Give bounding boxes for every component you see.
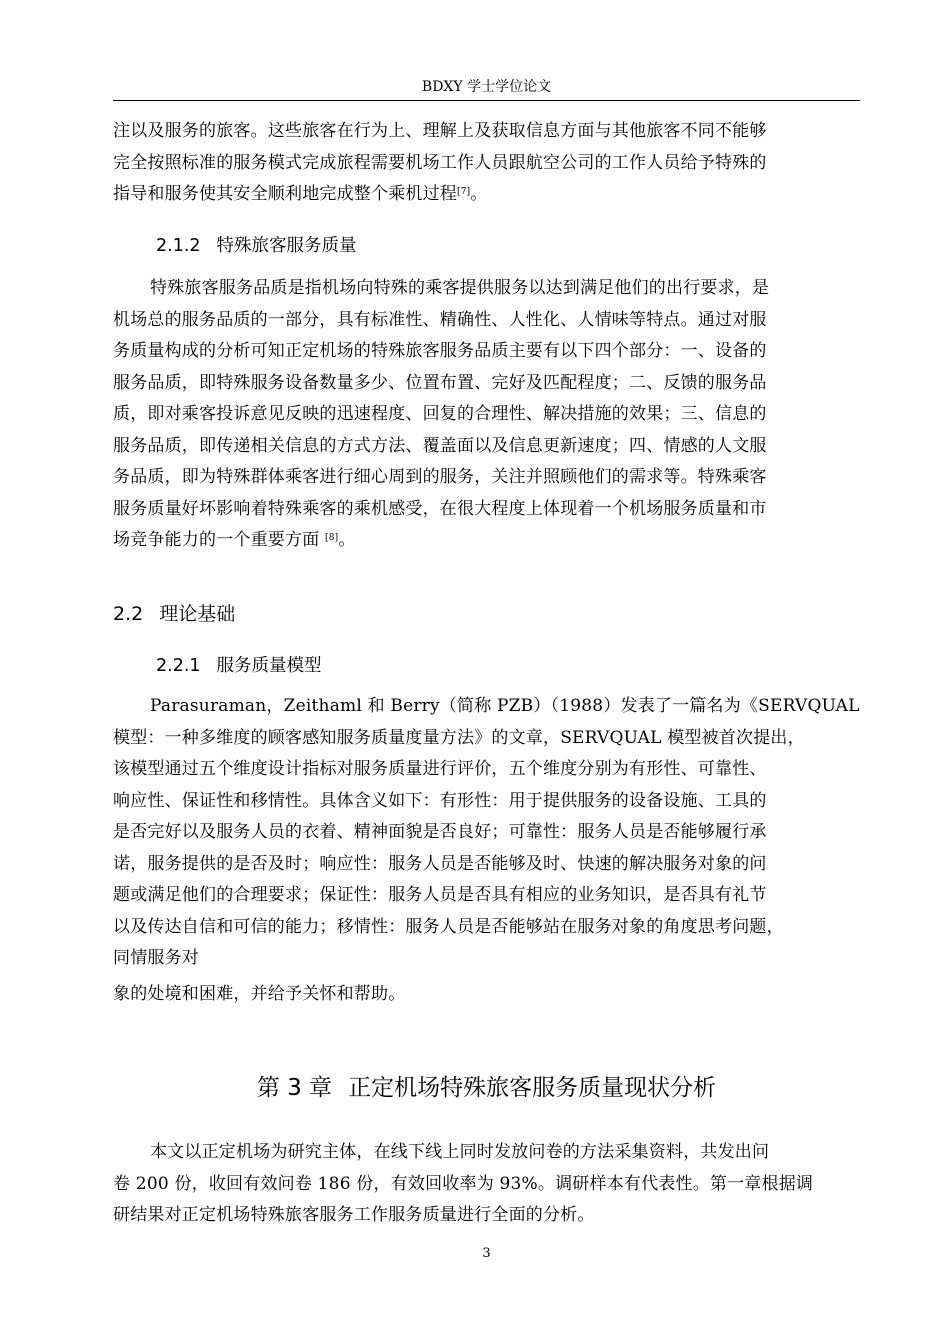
running-header: BDXY 学士学位论文	[421, 79, 552, 95]
section-title: 服务质量模型	[216, 656, 322, 676]
paragraph-line: 务质量构成的分析可知正定机场的特殊旅客服务品质主要有以下四个部分：一、设备的	[113, 341, 767, 361]
paragraph-line: 响应性、保证性和移情性。具体含义如下：有形性：用于提供服务的设备设施、工具的	[113, 790, 767, 811]
paragraph-line: 特殊旅客服务品质是指机场向特殊的乘客提供服务以达到满足他们的出行要求，是	[150, 278, 770, 298]
section-number: 2.2.1	[156, 656, 201, 676]
citation-8: [8]	[325, 533, 339, 543]
paragraph-line: 机场总的服务品质的一部分，具有标准性、精确性、人性化、人情味等特点。通过对服	[113, 309, 767, 330]
paragraph-servqual-continuation	[113, 979, 860, 1011]
paragraph-line: 本文以正定机场为研究主体，在线下线上同时发放问卷的方法采集资料，共发出问	[150, 1142, 770, 1162]
paragraph-chapter-3-intro	[113, 1137, 860, 1232]
paragraph-line: 指导和服务使其安全顺利地完成整个乘机过程[7]。	[113, 184, 488, 204]
paragraph-line: 同情服务对	[113, 948, 199, 968]
paragraph-line: 以及传达自信和可信的能力；移情性：服务人员是否能够站在服务对象的角度思考问题，	[113, 916, 784, 937]
paragraph-servqual-model	[113, 691, 860, 975]
paragraph-line: 场竞争能力的一个重要方面 [8]。	[113, 530, 356, 550]
paragraph-line: 研结果对正定机场特殊旅客服务工作服务质量进行全面的分析。	[113, 1205, 595, 1225]
header-rule	[113, 100, 860, 101]
chapter-number: 第 3 章	[256, 1075, 333, 1101]
section-title: 特殊旅客服务质量	[216, 236, 357, 256]
paragraph-line: 质，即对乘客投诉意见反映的迅速程度、回复的合理性、解决措施的效果；三、信息的	[113, 404, 767, 424]
continued-paragraph	[113, 116, 860, 211]
citation-7: [7]	[457, 187, 471, 197]
section-title: 理论基础	[159, 603, 236, 625]
paragraph-line: Parasuraman，Zeithaml 和 Berry（简称 PZB）（1988）发表了一篇名为《SERVQUAL	[150, 696, 860, 716]
paragraph-line: 服务品质，即传递相关信息的方式方法、覆盖面以及信息更新速度；四、情感的人文服	[113, 435, 767, 456]
paragraph-line: 诺，服务提供的是否及时；响应性：服务人员是否能够及时、快速的解决服务对象的问	[113, 853, 767, 874]
section-heading-2-1-2	[156, 235, 357, 257]
page-number: 3	[482, 1246, 491, 1261]
chapter-heading-3	[113, 1073, 860, 1103]
paragraph-line: 完全按照标准的服务模式完成旅程需要机场工作人员跟航空公司的工作人员给予特殊的	[113, 152, 767, 173]
paragraph-line: 服务质量好坏影响着特殊乘客的乘机感受，在很大程度上体现着一个机场服务质量和市	[113, 498, 767, 519]
paragraph-line: 模型：一种多维度的顾客感知服务质量度量方法》的文章，SERVQUAL 模型被首次提出，	[113, 727, 805, 748]
paragraph-line: 卷 200 份，收回有效问卷 186 份，有效回收率为 93%。调研样本有代表性。第一章根据调	[113, 1173, 814, 1194]
paragraph-line: 注以及服务的旅客。这些旅客在行为上、理解上及获取信息方面与其他旅客不同不能够	[113, 121, 767, 141]
paragraph-line: 该模型通过五个维度设计指标对服务质量进行评价，五个维度分别为有形性、可靠性、	[113, 759, 767, 779]
section-number: 2.1.2	[156, 236, 201, 256]
section-number: 2.2	[113, 603, 144, 625]
paragraph-line: 务品质，即为特殊群体乘客进行细心周到的服务，关注并照顾他们的需求等。特殊乘客	[113, 467, 767, 487]
paragraph-line: 象的处境和困难，并给予关怀和帮助。	[113, 984, 406, 1004]
paragraph-special-passenger-quality	[113, 273, 860, 557]
section-heading-2-2-1	[156, 655, 322, 677]
paragraph-line: 服务品质，即特殊服务设备数量多少、位置布置、完好及匹配程度；二、反馈的服务品	[113, 372, 767, 393]
paragraph-line: 是否完好以及服务人员的衣着、精神面貌是否良好；可靠性：服务人员是否能够履行承	[113, 822, 767, 842]
section-heading-2-2	[113, 602, 235, 626]
paragraph-line: 题或满足他们的合理要求；保证性：服务人员是否具有相应的业务知识，是否具有礼节	[113, 885, 767, 905]
chapter-title: 正定机场特殊旅客服务质量现状分析	[348, 1075, 717, 1101]
